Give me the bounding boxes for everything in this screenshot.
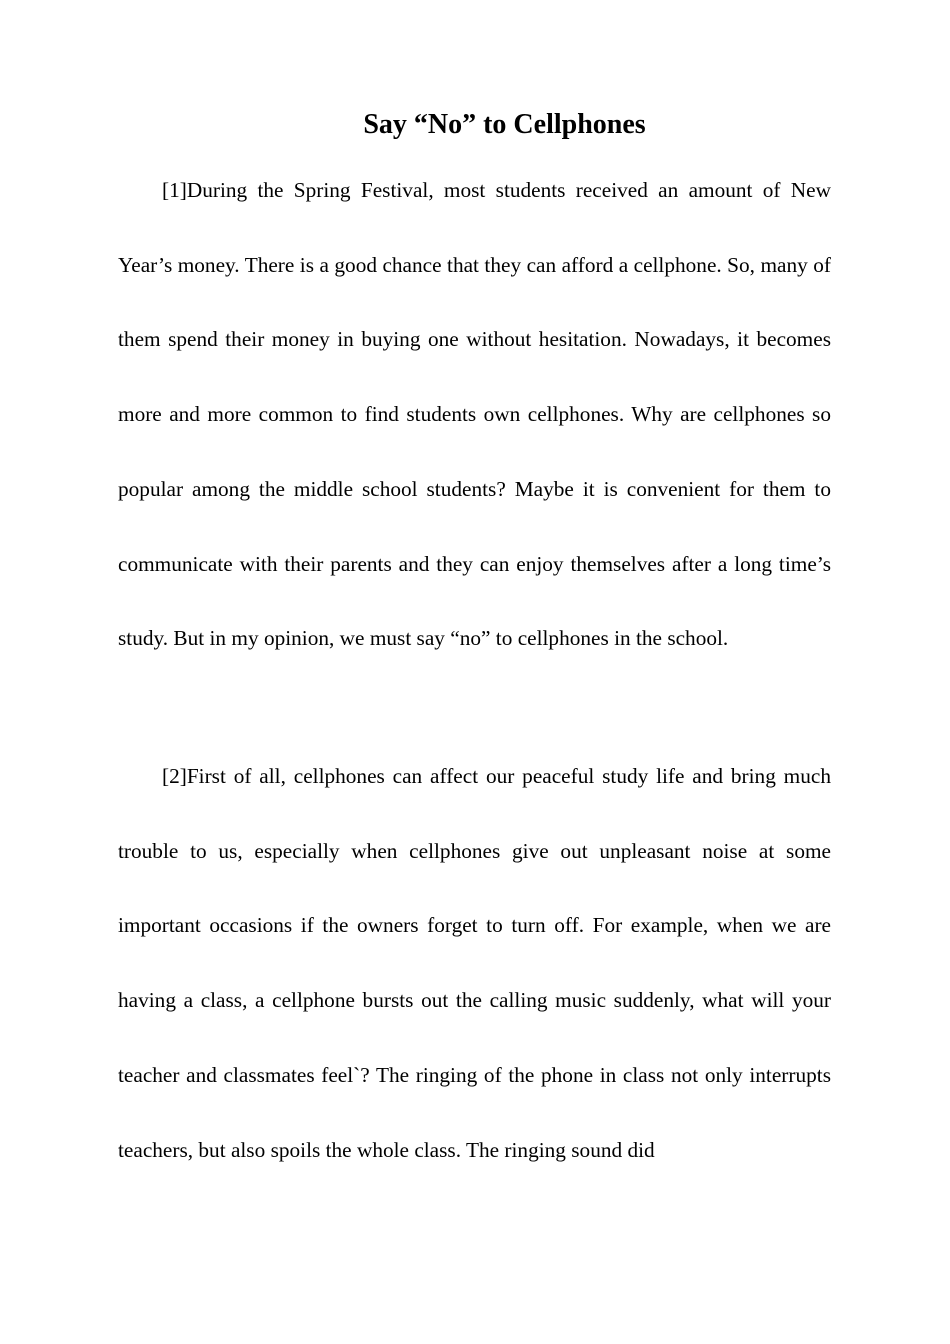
- page-title: Say “No” to Cellphones: [363, 109, 646, 140]
- paragraph-1: [1]During the Spring Festival, most students received an amount of New Year’s money. There is a good chance that they can afford a cellphone. So, many of them spend their money in buying one without hesitation. Nowadays, it becomes more and more common to find students own cellphones. Why are cellphones so popular among the middle school students? Maybe it is convenient for them to communicate with their parents and they can enjoy themselves after a long time’s study. But in my opinion, we must say “no” to cellphones in the school.: [118, 178, 831, 651]
- paragraph-2: [2]First of all, cellphones can affect our peaceful study life and bring much trouble to us, especially when cellphones give out unpleasant noise at some important occasions if the owners forget to turn off. For example, when we are having a class, a cellphone bursts out the calling music suddenly, what will your teacher and classmates feel`? The ringing of the phone in class not only interrupts teachers, but also spoils the whole class. The ringing sound did: [118, 764, 831, 1162]
